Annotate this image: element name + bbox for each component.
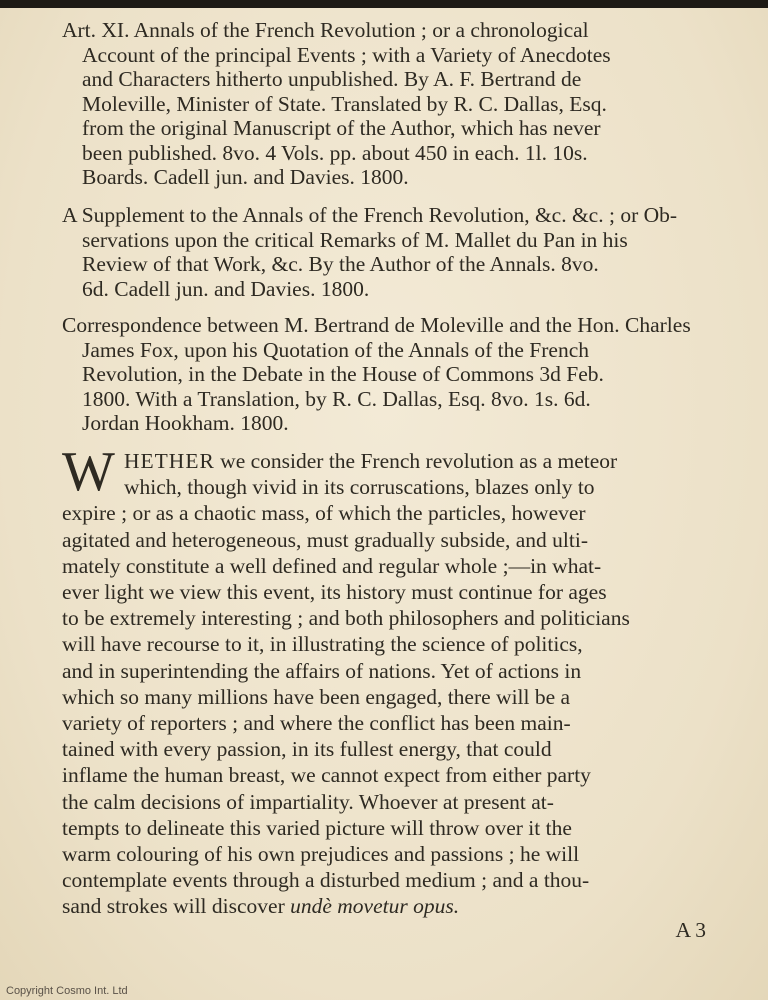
body-line: tempts to delineate this varied picture will throw over it the [62, 815, 572, 840]
body-line: variety of reporters ; and where the conflict has been main- [62, 711, 571, 736]
body-line: which, though vivid in its corruscations, blazes only to [124, 475, 595, 500]
entry-line: Moleville, Minister of State. Translated by R. C. Dallas, Esq. [82, 91, 607, 116]
body-line: to be extremely interesting ; and both philosophers and politicians [62, 606, 630, 631]
body-line: will have recourse to it, in illustrating the science of politics, [62, 632, 583, 657]
review-body [62, 448, 712, 920]
entry-line: Correspondence between M. Bertrand de Moleville and the Hon. Charles [62, 313, 691, 337]
copyright-watermark: Copyright Cosmo Int. Ltd [6, 985, 128, 997]
body-line: and in superintending the affairs of nations. Yet of actions in [62, 658, 582, 683]
entry-line: servations upon the critical Remarks of M. Mallet du Pan in his [82, 227, 628, 252]
body-line: agitated and heterogeneous, must gradually subside, and ulti- [62, 527, 589, 552]
body-line: which so many millions have been engaged, there will be a [62, 684, 571, 709]
body-line: the calm decisions of impartiality. Whoever at present at- [62, 789, 554, 814]
latin-phrase: undè movetur opus. [290, 894, 460, 919]
body-line: expire ; or as a chaotic mass, of which the particles, however [62, 501, 586, 526]
entry-line: 6d. Cadell jun. and Davies. 1800. [82, 276, 370, 301]
entry-line: from the original Manuscript of the Author, which has never [82, 116, 601, 140]
entry-line: been published. 8vo. 4 Vols. pp. about 450 in each. 1l. 10s. [82, 140, 588, 165]
drop-cap: W [62, 441, 115, 503]
entry-line: James Fox, upon his Quotation of the Annals of the French [82, 337, 589, 362]
entry-line: Jordan Hookham. 1800. [82, 411, 289, 435]
entry-line: Revolution, in the Debate in the House of Commons 3d Feb. [82, 362, 604, 386]
article-entry-correspondence [62, 313, 712, 436]
article-entry-annals [62, 18, 712, 190]
entry-line: Art. XI. Annals of the French Revolution ; or a chronological [62, 18, 589, 42]
top-rule [0, 0, 768, 8]
article-entry-supplement [62, 203, 712, 301]
entry-line: and Characters hitherto unpublished. By A. F. Bertrand de [82, 67, 582, 91]
body-line-text: sand strokes will discover [62, 894, 291, 919]
body-line: mately constitute a well defined and regular whole ;—in what- [62, 553, 602, 578]
body-line: inflame the human breast, we cannot expect from either party [62, 763, 591, 788]
body-line [62, 448, 712, 474]
body-line: contemplate events through a disturbed medium ; and a thou- [62, 868, 590, 893]
entry-line: Review of that Work, &c. By the Author of the Annals. 8vo. [82, 252, 599, 276]
entry-line: A Supplement to the Annals of the French Revolution, &c. &c. ; or Ob- [62, 203, 678, 227]
entry-line: Account of the principal Events ; with a Variety of Anecdotes [82, 42, 611, 67]
body-line: warm colouring of his own prejudices and passions ; he will [62, 842, 580, 867]
entry-line: 1800. With a Translation, by R. C. Dallas, Esq. 8vo. 1s. 6d. [82, 386, 591, 411]
body-line [62, 893, 712, 919]
body-line: ever light we view this event, its history must continue for ages [62, 580, 607, 605]
entry-line: Boards. Cadell jun. and Davies. 1800. [82, 165, 409, 189]
body-line: tained with every passion, in its fullest energy, that could [62, 737, 552, 762]
catchword: A 3 [675, 918, 706, 942]
first-word: HETHER [124, 449, 215, 473]
body-line-text: we consider the French revolution as a meteor [214, 449, 618, 473]
